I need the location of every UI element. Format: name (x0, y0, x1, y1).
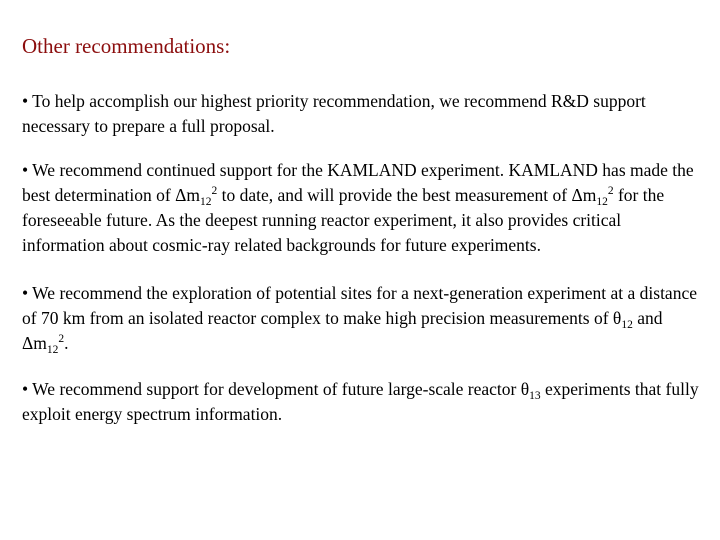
bullet-text-part: • We recommend support for development of future large-scale reactor θ (22, 379, 530, 399)
subscript: 13 (529, 390, 541, 402)
bullet-text-part: • We recommend continued support for the KAMLAND experiment. KAMLAND has made the best determination of Δm (22, 160, 694, 205)
subscript: 12 (596, 196, 608, 208)
superscript: 2 (211, 185, 218, 197)
slide-title: Other recommendations: (22, 34, 231, 58)
recommendation-kamland (22, 158, 702, 258)
recommendation-theta13-experiments (22, 377, 702, 427)
bullet-text-part: . (64, 333, 69, 353)
bullet-text-part: to date, and will provide the best measurement of Δm (217, 185, 597, 205)
subscript: 12 (46, 344, 59, 356)
superscript: 2 (607, 185, 614, 197)
recommendations-list (22, 89, 702, 446)
bullet-text-part: and Δm (22, 308, 663, 353)
bullet-text: • To help accomplish our highest priority recommendation, we recommend R&D support necessary to prepare a full proposal. (22, 91, 646, 136)
superscript: 2 (58, 333, 65, 345)
bullet-text-part: for the foreseeable future. As the deepest running reactor experiment, it also provides critical information about cosmic-ray related backgrounds for future experiments. (22, 185, 665, 255)
bullet-text-part: experiments that fully exploit energy spectrum information. (22, 379, 699, 424)
bullet-text-part: • We recommend the exploration of potential sites for a next-generation experiment at a distance of 70 km from an isolated reactor complex to make high precision measurements of θ (22, 283, 697, 328)
recommendation-rd-support (22, 89, 702, 139)
subscript: 12 (621, 319, 633, 331)
subscript: 12 (199, 196, 212, 208)
recommendation-site-exploration (22, 281, 702, 356)
